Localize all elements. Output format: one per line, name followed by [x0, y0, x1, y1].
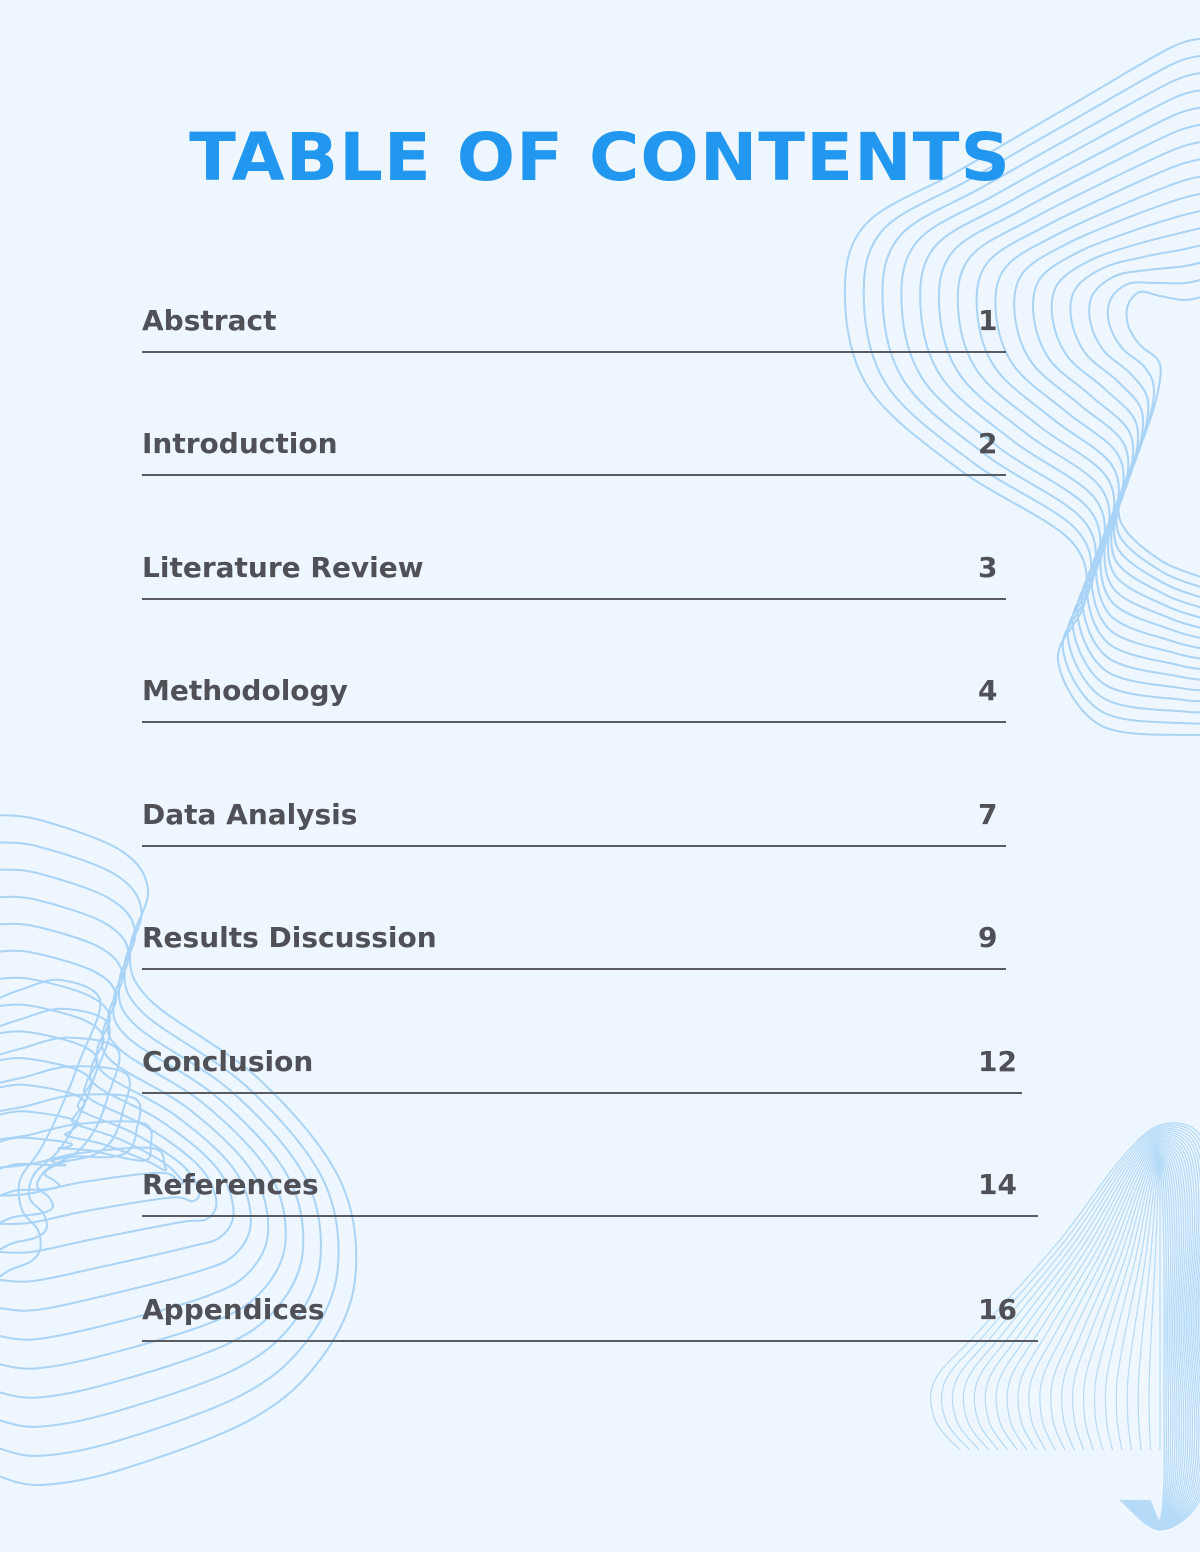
- toc-entry-methodology[interactable]: [142, 671, 1006, 723]
- toc-entry-data-analysis[interactable]: [142, 795, 1006, 847]
- wave-line: [1149, 1158, 1167, 1521]
- wave-line: [0, 980, 100, 1280]
- toc-entry-label: Conclusion: [142, 1045, 314, 1078]
- wave-line: [1070, 244, 1200, 610]
- wave-line: [1062, 1145, 1184, 1525]
- wave-line: [1018, 1138, 1193, 1526]
- toc-entry-label: Data Analysis: [142, 798, 358, 831]
- toc-entry-page-number: 3: [978, 551, 998, 584]
- page-title: TABLE OF CONTENTS: [189, 119, 1011, 196]
- wave-line: [1014, 193, 1200, 640]
- toc-entry-label: Results Discussion: [142, 921, 437, 954]
- toc-entry-appendices[interactable]: [142, 1290, 1038, 1342]
- toc-entry-conclusion[interactable]: [142, 1042, 1022, 1094]
- wave-line: [1084, 1148, 1180, 1523]
- toc-entry-results-discussion[interactable]: [142, 918, 1006, 970]
- wave-line: [1105, 1152, 1175, 1523]
- toc-entry-page-number: 4: [978, 674, 998, 707]
- toc-entry-literature-review[interactable]: [142, 548, 1006, 600]
- toc-entry-label: Appendices: [142, 1293, 325, 1326]
- wave-line: [1116, 1153, 1173, 1522]
- wave-line: [0, 1121, 152, 1160]
- toc-entry-page-number: 7: [978, 798, 998, 831]
- wave-line: [1150, 1160, 1164, 1520]
- wave-line: [1033, 210, 1200, 630]
- toc-list: [142, 0, 1042, 1552]
- wave-line: [0, 1009, 110, 1253]
- toc-entry-label: Abstract: [142, 304, 277, 337]
- wave-line: [1127, 1155, 1170, 1522]
- wave-line: [1094, 1150, 1177, 1523]
- toc-entry-page-number: 9: [978, 921, 998, 954]
- wave-line: [1119, 292, 1200, 580]
- toc-entry-label: Literature Review: [142, 551, 424, 584]
- toc-entry-page-number: 16: [978, 1293, 1017, 1326]
- wave-line: [1089, 262, 1200, 600]
- wave-line: [1108, 279, 1200, 590]
- toc-entry-abstract[interactable]: [142, 301, 1006, 353]
- toc-entry-references[interactable]: [142, 1165, 1038, 1217]
- wave-line: [1051, 1143, 1186, 1525]
- wave-line: [1029, 1140, 1190, 1526]
- toc-entry-introduction[interactable]: [142, 424, 1006, 476]
- toc-entry-page-number: 12: [978, 1045, 1017, 1078]
- toc-entry-page-number: 14: [978, 1168, 1017, 1201]
- toc-entry-page-number: 1: [978, 304, 998, 337]
- toc-entry-label: Introduction: [142, 427, 338, 460]
- wave-line: [1073, 1147, 1182, 1524]
- toc-entry-page-number: 2: [978, 427, 998, 460]
- toc-entry-label: References: [142, 1168, 319, 1201]
- wave-line: [1138, 1157, 1168, 1522]
- wave-line: [0, 1038, 120, 1226]
- wave-line: [1040, 1141, 1188, 1525]
- wave-line: [1052, 227, 1200, 620]
- wave-line: [0, 1066, 130, 1198]
- toc-entry-label: Methodology: [142, 674, 348, 707]
- wave-line: [0, 1094, 141, 1170]
